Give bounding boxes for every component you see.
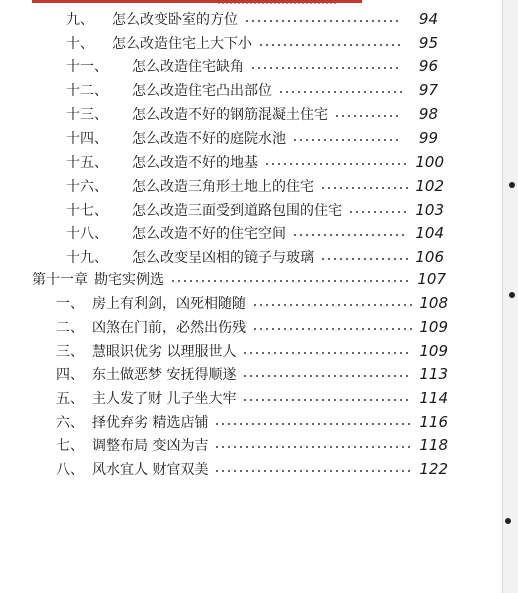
dot-leader	[170, 280, 410, 282]
dot-leader	[242, 352, 412, 354]
toc-entry-page: 109	[419, 342, 448, 360]
toc-entry-page: 98	[418, 105, 438, 123]
dot-leader	[252, 328, 412, 330]
toc-entry-title: 东土做恶梦 安抚得顺遂	[92, 367, 237, 383]
dot-leader	[242, 399, 412, 401]
toc-entry-number: 八、	[56, 462, 84, 478]
toc-entry-page: 116	[419, 413, 448, 431]
toc-entry-number: 七、	[56, 438, 84, 454]
toc-entry-page: 118	[419, 436, 448, 454]
dot-leader	[214, 446, 412, 448]
dot-leader	[320, 258, 408, 260]
toc-entry-number: 三、	[56, 344, 84, 360]
dot-leader	[244, 20, 402, 22]
toc-entry-title: 怎么改变卧室的方位	[112, 12, 238, 28]
toc-entry-title: 怎么改造不好的钢筋混凝土住宅	[132, 107, 328, 123]
toc-entry-number: 九、	[66, 12, 94, 28]
toc-entry[interactable]	[66, 103, 438, 125]
toc-entry-page: 100	[415, 153, 444, 171]
toc-entry-title: 怎么改造不好的庭院水池	[132, 131, 286, 147]
toc-entry-number: 十二、	[66, 83, 108, 99]
toc-entry-page: 95	[418, 34, 438, 52]
toc-entry-number: 十三、	[66, 107, 108, 123]
toc-entry-number: 五、	[56, 391, 84, 407]
toc-entry-page: 108	[419, 294, 448, 312]
dot-leader	[252, 304, 412, 306]
dot-leader	[258, 44, 402, 46]
toc-entry-title: 怎么改造住宅上大下小	[112, 36, 252, 52]
toc-entry-page: 103	[415, 201, 444, 219]
toc-entry-title: 房上有利剑，凶死相随随	[92, 296, 246, 312]
toc-entry-title: 怎么改造住宅缺角	[132, 59, 244, 75]
toc-entry-title: 择优弃劣 精选店铺	[92, 415, 209, 431]
toc-entry-page: 99	[418, 129, 438, 147]
toc-entry-number: 六、	[56, 415, 84, 431]
toc-entry-page: 104	[415, 224, 444, 242]
toc-entry[interactable]	[66, 127, 438, 149]
toc-entry[interactable]	[66, 175, 444, 197]
toc-entry-page: 109	[419, 318, 448, 336]
toc-entry-number: 十四、	[66, 131, 108, 147]
toc-entry[interactable]	[66, 151, 444, 173]
toc-entry[interactable]	[56, 387, 448, 409]
toc-entry-number: 十八、	[66, 226, 108, 242]
toc-entry-title: 怎么改造不好的住宅空间	[132, 226, 286, 242]
toc-entry-number: 一、	[56, 296, 84, 312]
toc-entry-page: 94	[418, 10, 438, 28]
toc-entry-title: 风水宜人 财官双美	[92, 462, 209, 478]
dot-leader	[334, 115, 402, 117]
dot-leader	[320, 187, 408, 189]
toc-entry[interactable]	[66, 246, 444, 268]
toc-chapter-entry[interactable]	[32, 268, 446, 290]
toc-entry-number: 四、	[56, 367, 84, 383]
toc-entry[interactable]	[66, 55, 438, 77]
toc-entry-page: 113	[419, 365, 448, 383]
toc-entry-title: 怎么改造三角形土地上的住宅	[132, 179, 314, 195]
toc-entry[interactable]	[56, 316, 448, 338]
toc-entry-page: 96	[418, 57, 438, 75]
binding-dot	[505, 518, 511, 524]
toc-entry[interactable]	[66, 32, 438, 54]
toc-entry-title: 怎么改变呈凶相的镜子与玻璃	[132, 250, 314, 266]
toc-entry[interactable]	[66, 79, 438, 101]
chapter-number: 第十一章	[32, 272, 88, 288]
dot-leader	[264, 163, 408, 165]
toc-entry-title: 怎么改造不好的地基	[132, 155, 258, 171]
toc-entry-number: 十一、	[66, 59, 108, 75]
dot-leader	[292, 234, 408, 236]
dot-leader	[278, 91, 402, 93]
toc-entry[interactable]	[56, 340, 448, 362]
dot-leader	[292, 139, 402, 141]
toc-entry-page: 102	[415, 177, 444, 195]
toc-entry[interactable]	[56, 458, 448, 480]
toc-entry-page: 114	[419, 389, 448, 407]
toc-entry-title: 慧眼识优劣 以理服世人	[92, 344, 237, 360]
dot-leader	[250, 67, 402, 69]
toc-entry-title: 怎么改造三面受到道路包围的住宅	[132, 203, 342, 219]
toc-entry-title: 主人发了财 儿子坐大牢	[92, 391, 237, 407]
toc-entry[interactable]	[56, 363, 448, 385]
toc-entry[interactable]	[66, 8, 438, 30]
toc-entry[interactable]	[56, 434, 448, 456]
dot-leader	[348, 211, 408, 213]
toc-entry[interactable]	[66, 222, 444, 244]
toc-entry-page: 122	[419, 460, 448, 478]
chapter-title: 勘宅实例选	[94, 272, 164, 288]
binding-dot	[509, 182, 515, 188]
toc-entry-title: 怎么改造住宅凸出部位	[132, 83, 272, 99]
dot-leader	[214, 423, 412, 425]
toc-entry-page: 106	[415, 248, 444, 266]
binding-dot	[509, 292, 515, 298]
dot-leader	[214, 470, 412, 472]
toc-entry[interactable]	[56, 292, 448, 314]
toc-entry-title: 调整布局 变凶为吉	[92, 438, 209, 454]
toc-entry-page: 97	[418, 81, 438, 99]
toc-entry-number: 二、	[56, 320, 84, 336]
chapter-page: 107	[417, 270, 446, 288]
toc-entry-number: 十六、	[66, 179, 108, 195]
toc-entry-title: 凶煞在门前，必然出伤残	[92, 320, 246, 336]
toc-entry-number: 十九、	[66, 250, 108, 266]
toc-entry-number: 十、	[66, 36, 94, 52]
toc-entry-number: 十七、	[66, 203, 108, 219]
toc-entry-number: 十五、	[66, 155, 108, 171]
header-rule	[32, 0, 362, 3]
toc-entry[interactable]	[66, 199, 444, 221]
toc-entry[interactable]	[56, 411, 448, 433]
dot-leader	[242, 375, 412, 377]
